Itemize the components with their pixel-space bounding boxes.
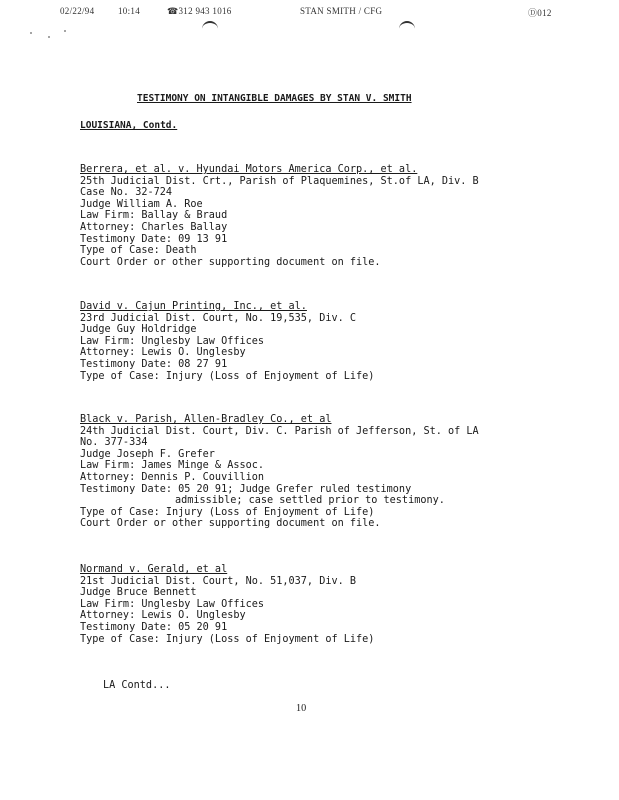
document-title: TESTIMONY ON INTANGIBLE DAMAGES BY STAN V. SMITH bbox=[137, 93, 412, 104]
case-court: 24th Judicial Dist. Court, Div. C. Parish of Jefferson, St. of LA bbox=[80, 425, 479, 437]
section-subtitle: LOUISIANA, Contd. bbox=[80, 120, 178, 131]
case-number: No. 377-334 bbox=[80, 437, 148, 449]
case-court: 23rd Judicial Dist. Court, No. 19,535, Div. C bbox=[80, 312, 357, 324]
case-attorney: Attorney: Dennis P. Couvillion bbox=[80, 471, 265, 483]
case-law-firm: Law Firm: Unglesby Law Offices bbox=[80, 598, 265, 610]
case-attorney: Attorney: Lewis O. Unglesby bbox=[80, 347, 246, 359]
case-type: Type of Case: Death bbox=[80, 245, 197, 257]
case-judge: Judge William A. Roe bbox=[80, 198, 203, 210]
binder-hole-mark bbox=[202, 21, 218, 31]
scan-speck bbox=[64, 30, 66, 32]
case-attorney: Attorney: Lewis O. Unglesby bbox=[80, 610, 246, 622]
case-entry bbox=[80, 164, 479, 268]
case-testimony-date: Testimony Date: 05 20 91; Judge Grefer ruled testimony bbox=[80, 483, 412, 495]
case-name: Berrera, et al. v. Hyundai Motors America Corp., et al. bbox=[80, 164, 418, 175]
case-entry bbox=[80, 414, 479, 530]
case-testimony-note: admissible; case settled prior to testimony. bbox=[175, 495, 445, 507]
binder-hole-mark bbox=[399, 21, 415, 31]
page-number: 10 bbox=[296, 703, 307, 714]
case-entry bbox=[80, 564, 374, 645]
case-testimony-date: Testimony Date: 05 20 91 bbox=[80, 621, 228, 633]
case-name: Black v. Parish, Allen-Bradley Co., et al bbox=[80, 414, 332, 425]
case-name: David v. Cajun Printing, Inc., et al. bbox=[80, 301, 307, 312]
case-attorney: Attorney: Charles Ballay bbox=[80, 221, 228, 233]
case-court: 21st Judicial Dist. Court, No. 51,037, Div. B bbox=[80, 575, 357, 587]
case-judge: Judge Guy Holdridge bbox=[80, 324, 197, 336]
case-law-firm: Law Firm: Unglesby Law Offices bbox=[80, 335, 265, 347]
case-judge: Judge Bruce Bennett bbox=[80, 587, 197, 599]
case-type: Type of Case: Injury (Loss of Enjoyment of Life) bbox=[80, 370, 375, 382]
case-judge: Judge Joseph F. Grefer bbox=[80, 448, 215, 460]
case-court: 25th Judicial Dist. Crt., Parish of Plaquemines, St.of LA, Div. B bbox=[80, 175, 479, 187]
case-document-note: Court Order or other supporting document on file. bbox=[80, 518, 381, 530]
case-entry bbox=[80, 301, 374, 382]
case-number: Case No. 32-724 bbox=[80, 187, 173, 199]
fax-date: 02/22/94 bbox=[60, 6, 95, 16]
scan-speck bbox=[48, 36, 50, 38]
case-type: Type of Case: Injury (Loss of Enjoyment of Life) bbox=[80, 506, 375, 518]
scan-speck bbox=[30, 32, 32, 34]
case-testimony-date: Testimony Date: 08 27 91 bbox=[80, 358, 228, 370]
case-name: Normand v. Gerald, et al bbox=[80, 564, 228, 575]
continued-note: LA Contd... bbox=[103, 680, 171, 691]
case-document-note: Court Order or other supporting document on file. bbox=[80, 256, 381, 268]
fax-sender: STAN SMITH / CFG bbox=[300, 6, 383, 16]
case-type: Type of Case: Injury (Loss of Enjoyment of Life) bbox=[80, 633, 375, 645]
fax-page-code: Ⓓ012 bbox=[528, 8, 552, 18]
case-testimony-date: Testimony Date: 09 13 91 bbox=[80, 233, 228, 245]
case-law-firm: Law Firm: James Minge & Assoc. bbox=[80, 460, 265, 472]
fax-phone: ☎312 943 1016 bbox=[167, 6, 232, 16]
case-law-firm: Law Firm: Ballay & Braud bbox=[80, 210, 228, 222]
fax-time: 10:14 bbox=[118, 6, 141, 16]
